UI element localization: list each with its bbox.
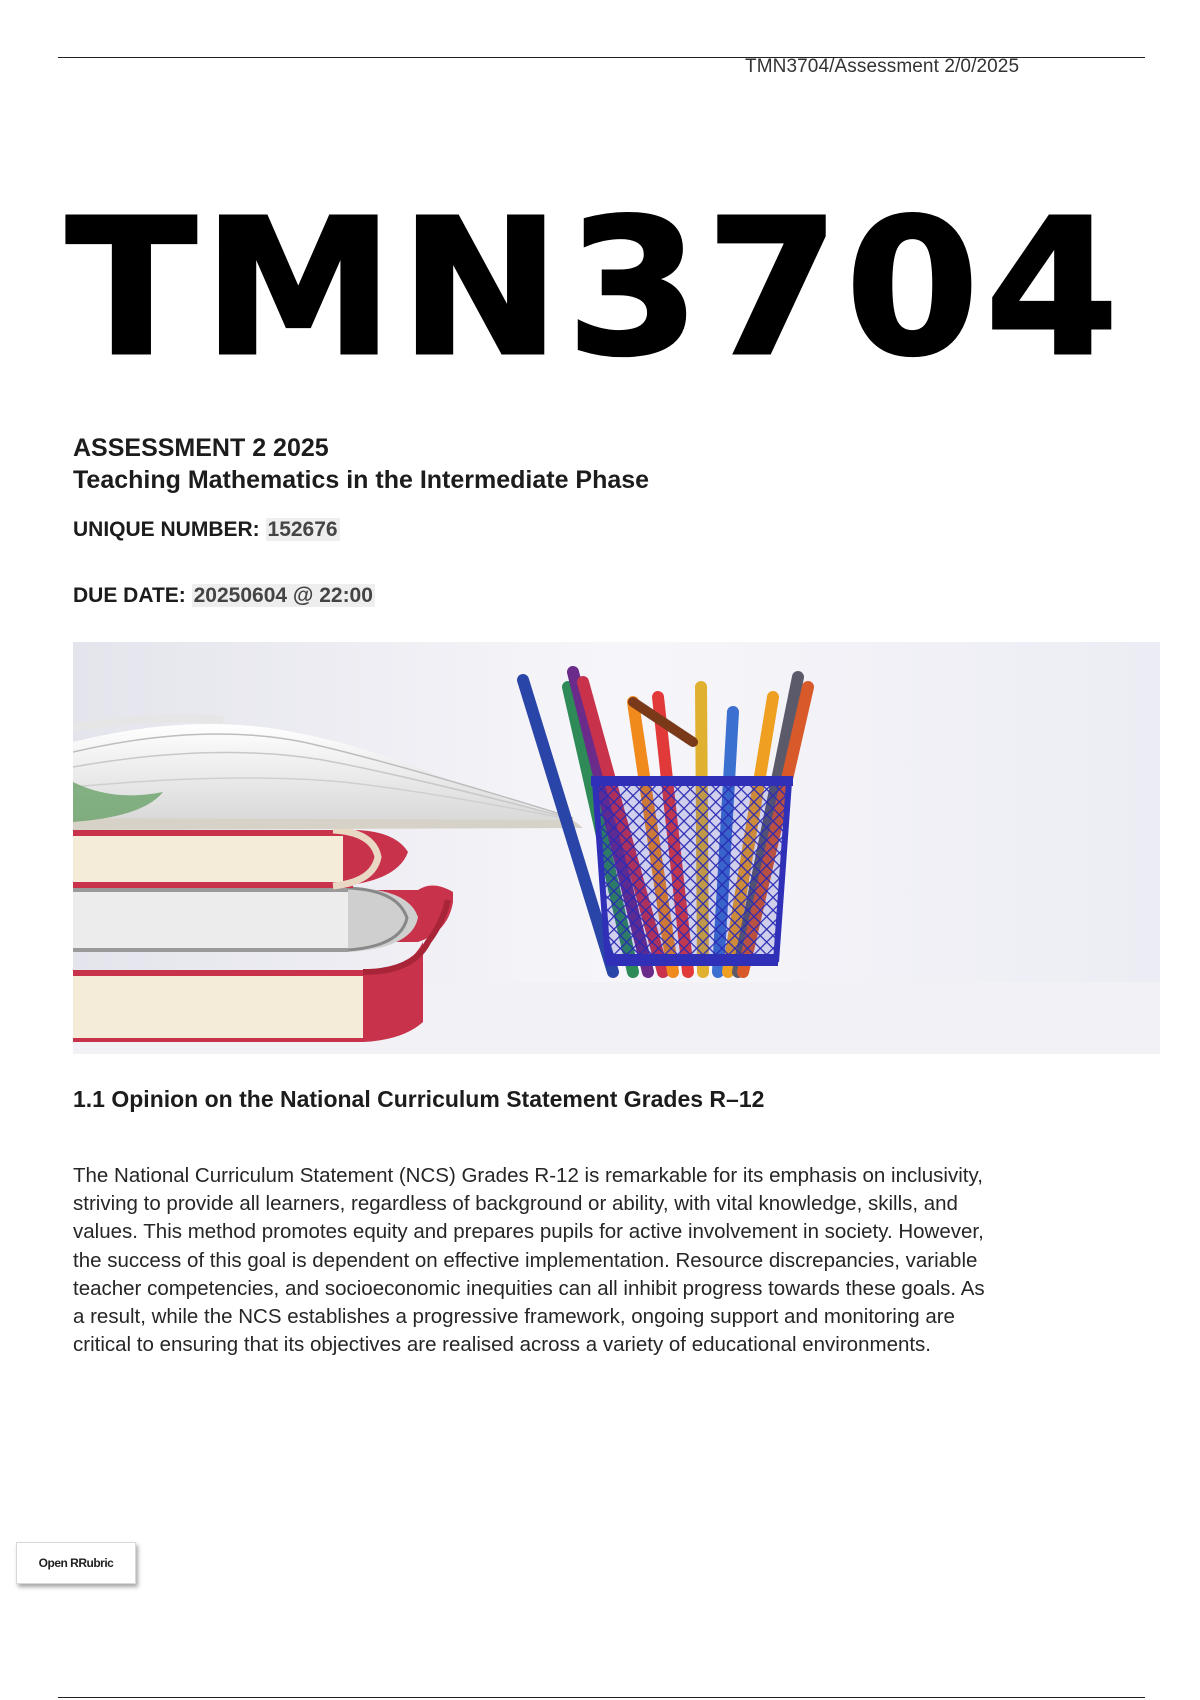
unique-number-label: UNIQUE NUMBER: [73, 518, 260, 541]
pencil-cup [591, 776, 793, 966]
unique-number-value: 152676 [267, 518, 338, 541]
running-header: TMN3704/Assessment 2/0/2025 [745, 56, 1020, 77]
due-date-value: 20250604 @ 22:00 [193, 584, 373, 607]
book-upper [73, 830, 408, 888]
section-heading: 1.1 Opinion on the National Curriculum Statement Grades R–12 [73, 1086, 765, 1112]
due-date-line [73, 584, 375, 608]
module-code-title: TMN3704 [66, 179, 1125, 398]
open-rubric-button[interactable]: Open RRubric [16, 1542, 136, 1584]
module-name: Teaching Mathematics in the Intermediate Phase [73, 466, 650, 494]
book-middle [73, 888, 418, 952]
footer-rule [58, 1697, 1145, 1698]
section-paragraph: The National Curriculum Statement (NCS) Grades R-12 is remarkable for its emphasis on inclusivity, striving to provide all learners, regardless of background or ability, with vital knowledge, skills, and values. This method promotes equity and prepares pupils for active involvement in society. However, the success of this goal is dependent on effective implementation. Resource discrepancies, variable teacher competencies, and socioeconomic inequities can all inhibit progress towards these goals. As a result, while the NCS establishes a progressive framework, ongoing support and monitoring are critical to ensuring that its objectives are realised across a variety of educational environments. [73, 1164, 985, 1357]
unique-number-line [73, 518, 340, 542]
assessment-line: ASSESSMENT 2 2025 [73, 434, 329, 462]
due-date-label: DUE DATE: [73, 584, 186, 607]
books-pencils-photo [73, 642, 1160, 1054]
